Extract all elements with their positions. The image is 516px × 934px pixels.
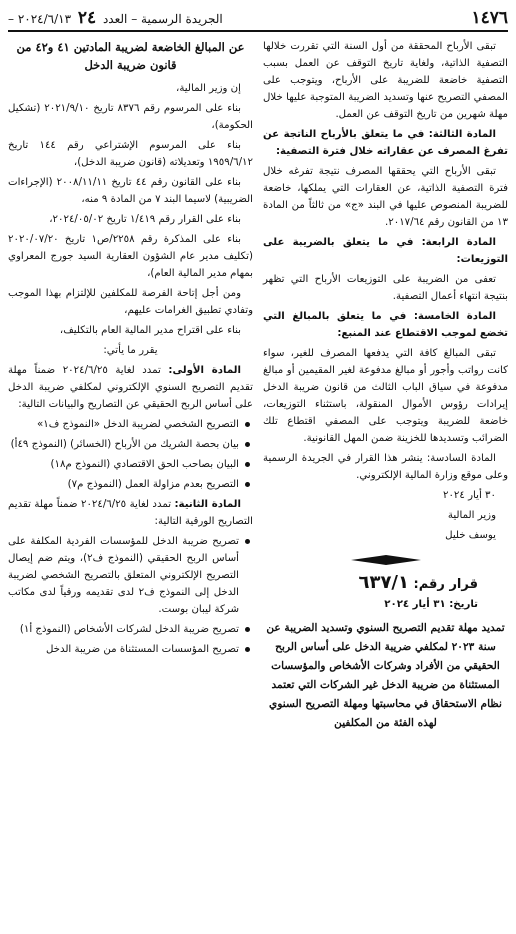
list-item: بيان بحصة الشريك من الأرباح (الخسائر) (النموذج ٤٩أ) <box>8 436 239 453</box>
article-2 <box>8 496 253 530</box>
signature-title: وزير المالية <box>447 510 496 521</box>
article-1 <box>8 362 253 413</box>
article-4-text: تعفى من الضريبة على التوزيعات الأرباح التي تظهر بنتيجة انتهاء أعمال التصفية. <box>263 274 508 302</box>
paragraph: بناء على المرسوم الإشتراعي رقم ١٤٤ تاريخ ١٩٥٩/٦/١٢ وتعديلاته (قانون ضريبة الدخل)، <box>8 140 253 168</box>
issue-number: ٢٤ <box>77 8 97 28</box>
article-6: المادة السادسة: ينشر هذا القرار في الجريدة الرسمية وعلى موقع وزارة المالية الإلكتروني. <box>263 453 508 481</box>
paragraph: بناء على اقتراح مدير المالية العام بالتكليف، <box>59 325 241 336</box>
running-head <box>8 8 223 28</box>
paragraph: بناء على المذكرة رقم ٢٢٥٨/ص١ تاريخ ٢٠٢٠/٠٧/٢٠ (تكليف مدير عام الشؤون العقارية السيد جورج المعراوي بمهام مدير المالية العام)، <box>8 234 253 279</box>
paragraph: بناء على القانون رقم ٤٤ تاريخ ٢٠٠٨/١١/١١ (الإجراءات الضريبية) لاسيما البند ٧ من المادة ٩ منه، <box>8 177 253 205</box>
article-3-title: المادة الثالثة: في ما يتعلق بالأرباح الناتجة عن تفرغ المصرف عن عقاراته خلال فترة التصفية: <box>263 129 508 157</box>
issue-date: ٢٠٢٤/٦/١٣ – <box>8 12 72 26</box>
right-column <box>263 38 508 733</box>
article-2-text: تمدد لغاية ٢٠٢٤/٦/٢٥ ضمناً مهلة تقديم التصاريح الورقية التالية: <box>8 499 253 527</box>
page-number: ١٤٧٦ <box>471 8 508 28</box>
article-5-title: المادة الخامسة: في ما يتعلق بالمبالغ التي تخضع لموجب الاقتطاع عند المنبع: <box>263 311 508 339</box>
paragraph: ومن أجل إتاحة الفرصة للمكلفين للإلتزام بهذا الموجب وتفادي تطبيق الغرامات عليهم، <box>8 288 253 316</box>
paragraph: تبقى الأرباح المحققة من أول السنة التي تقررت خلالها التصفية الذاتية، ولغاية تاريخ التوقف عن العمل بسبب التصفية خاضعة للضريبة على الأرباح، ويتوجب على المصفي التصريح عنها وتسديد الضريبة المتوجبة عليها خلال مهلة شهرين من تاريخ التوقف عن العمل. <box>263 41 508 120</box>
list-item: تصريح ضريبة الدخل لشركات الأشخاص (النموذج أ١) <box>8 621 239 638</box>
signature-date: ٣٠ أيار ٢٠٢٤ <box>442 490 496 501</box>
paragraph: بناء على القرار رقم ١/٤١٩ تاريخ ٢٠٢٤/٠٥/٠٢، <box>49 214 241 225</box>
decision-number-line <box>263 574 508 593</box>
article-1-list <box>8 416 253 493</box>
signature-name: يوسف خليل <box>445 530 496 541</box>
decides-heading: يقرر ما يأتي: <box>103 345 158 356</box>
gazette-name: الجريدة الرسمية – العدد <box>102 12 223 26</box>
article-5-text: تبقى المبالغ كافة التي يدفعها المصرف للغير، سواء كانت رواتب وأجور أو مبالغ مدفوعة لغير المقيمين أو مبالغ مدفوعة في سياق الباب الثالث من قانون ضريبة الدخل إيرادات رؤوس الأموال المنقولة، باستثناء التوزيعات، خاضعة للضريبة ويتوجب على المصفي اقتطاع تلك الضرائب وتسديدها للخزينة ضمن المهل القانونية. <box>263 348 508 444</box>
decision-number: ٦٣٧/١ <box>358 572 409 593</box>
list-item: التصريح الشخصي لضريبة الدخل «النموذج ف١» <box>8 416 239 433</box>
article-1-text: تمدد لغاية ٢٠٢٤/٦/٢٥ ضمناً مهلة تقديم التصريح السنوي الإلكتروني لمكلفي ضريبة الدخل على أساس الربح الحقيقي عن التصاريح والبيانات التالية: <box>8 365 253 410</box>
two-columns <box>8 38 508 733</box>
left-column <box>8 38 253 733</box>
separator-ornament-icon <box>263 554 508 566</box>
paragraph: بناء على المرسوم رقم ٨٣٧٦ تاريخ ٢٠٢١/٩/١٠ (تشكيل الحكومة)، <box>8 103 253 131</box>
page-header <box>8 6 508 32</box>
list-item: تصريح ضريبة الدخل للمؤسسات الفردية المكلفة على أساس الربح الحقيقي (النموذج ف٢)، ويتم ضم إيصال التصريح الإلكتروني المتعلق بالتصريح الشخصي لضريبة الدخل إلى النموذج ف٢ لدى تقديمه ورقياً لدى مكاتب شركة ليبان بوست. <box>8 533 239 618</box>
decision-label: قرار رقم: <box>413 577 478 592</box>
list-item: التصريح بعدم مزاولة العمل (النموذج م٧) <box>8 476 239 493</box>
decision-title: تمديد مهلة تقديم التصريح السنوي وتسديد الضريبة عن سنة ٢٠٢٣ لمكلفي ضريبة الدخل على أساس الربح الحقيقي من الأفراد وشركات الأشخاص والمؤسسات المستثناة من ضريبة الدخل غير الشركات التي تعتمد نظام الاستحقاق في محاسبتها ومهلة التصريح السنوي لهذه الفئة من المكلفين <box>266 622 505 729</box>
article-2-list <box>8 533 253 658</box>
paragraph: إن وزير المالية، <box>176 83 241 94</box>
section-title: عن المبالغ الخاضعة لضريبة المادتين ٤١ و٤٢ من قانون ضريبة الدخل <box>16 40 245 72</box>
article-1-title: المادة الأولى: <box>168 365 242 376</box>
decision-date: تاريخ: ٣١ أيار ٢٠٢٤ <box>384 599 478 610</box>
article-3-text: تبقى الأرباح التي يحققها المصرف نتيجة تفرغه خلال فترة التصفية الذاتية، عن العقارات التي يملكها، خاضعة للضريبة المنصوص عليها في البند «ج» من ثالثاً من المادة ١٣ من القانون رقم ٢٠١٧/٦٤. <box>263 166 508 228</box>
list-item: تصريح المؤسسات المستثناة من ضريبة الدخل <box>8 641 239 658</box>
article-2-title: المادة الثانية: <box>174 499 241 510</box>
list-item: البيان بصاحب الحق الاقتصادي (النموذج م١٨) <box>8 456 239 473</box>
article-4-title: المادة الرابعة: في ما يتعلق بالضريبة على التوزيعات: <box>263 237 508 265</box>
